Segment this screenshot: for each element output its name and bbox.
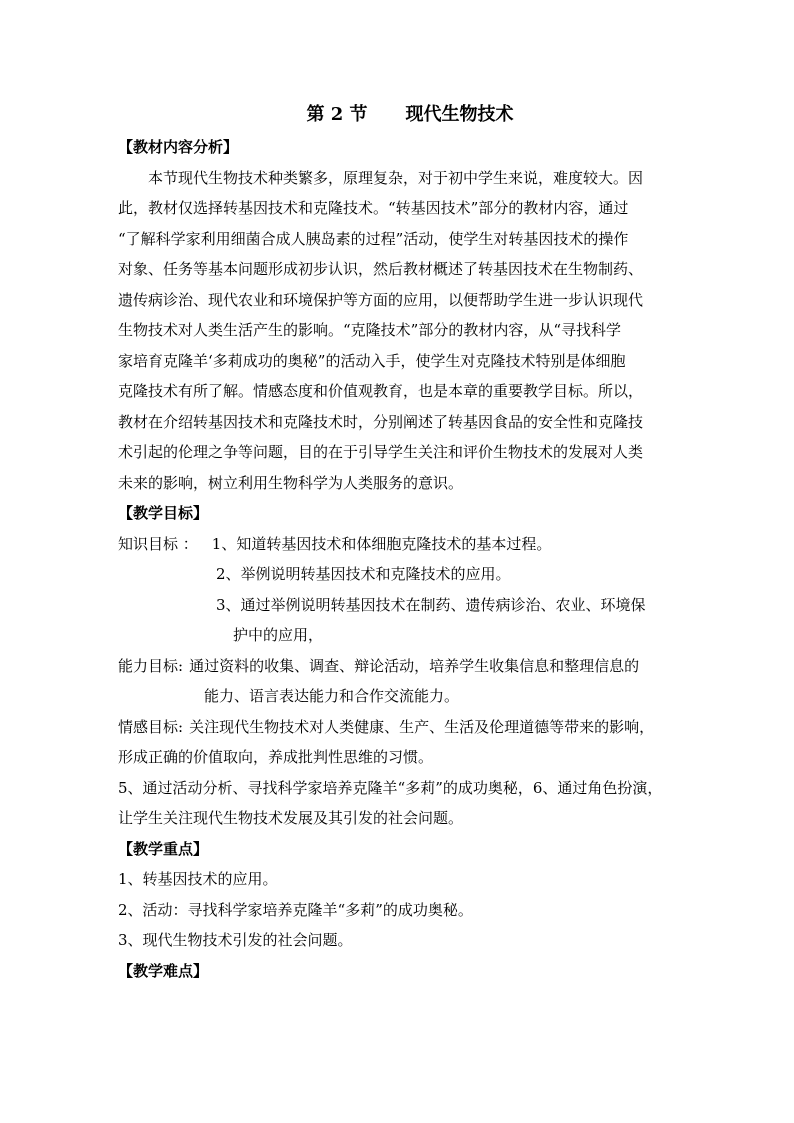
ability-text-cont: 能力、语言表达能力和合作交流能力。 bbox=[204, 687, 460, 705]
ability-label: 能力目标: bbox=[118, 656, 184, 675]
analysis-heading: 【教材内容分析】 bbox=[118, 138, 239, 156]
analysis-line: 克隆技术有所了解。情感态度和价值观教育，也是本章的重要教学目标。所以， bbox=[118, 382, 644, 400]
document-page bbox=[118, 100, 678, 986]
knowledge-item-3-cont: 护中的应用， bbox=[233, 626, 324, 644]
objective-item-5-cont: 让学生关注现代生物技术发展及其引发的社会问题。 bbox=[118, 809, 464, 827]
emotion-text-cont: 形成正确的价值取向，养成批判性思维的习惯。 bbox=[118, 748, 434, 766]
analysis-line: 此，教材仅选择转基因技术和克隆技术。“转基因技术”部分的教材内容，通过 bbox=[118, 199, 629, 217]
ability-text: 通过资料的收集、调查、辩论活动，培养学生收集信息和整理信息的 bbox=[189, 656, 640, 675]
ability-objective bbox=[118, 651, 678, 682]
analysis-line: 遗传病诊治、现代农业和环境保护等方面的应用，以便帮助学生进一步认识现代 bbox=[118, 290, 644, 309]
analysis-line: 对象、任务等基本问题形成初步认识，然后教材概述了转基因技术在生物制药、 bbox=[118, 260, 644, 278]
emotion-objective bbox=[118, 712, 678, 743]
analysis-paragraph bbox=[118, 163, 678, 499]
knowledge-item-2: 2、举例说明转基因技术和克隆技术的应用。 bbox=[216, 565, 511, 583]
difficulties-heading: 【教学难点】 bbox=[118, 961, 209, 980]
analysis-line: 术引起的伦理之争等问题，目的在于引导学生关注和评价生物技术的发展对人类 bbox=[118, 443, 644, 461]
key-point-item: 2、活动：寻找科学家培养克隆羊“多莉”的成功奥秘。 bbox=[118, 900, 473, 919]
page-title bbox=[118, 100, 678, 130]
analysis-line: 生物技术对人类生活产生的影响。“克隆技术”部分的教材内容，从“寻找科学 bbox=[118, 321, 622, 339]
emotion-label: 情感目标: bbox=[118, 717, 184, 736]
knowledge-item-3: 3、通过举例说明转基因技术在制药、遗传病诊治、农业、环境保 bbox=[216, 595, 646, 614]
knowledge-item-1: 1、知道转基因技术和体细胞克隆技术的基本过程。 bbox=[211, 534, 552, 553]
knowledge-objective-1 bbox=[118, 529, 678, 560]
objectives-heading: 【教学目标】 bbox=[118, 504, 209, 522]
emotion-text: 关注现代生物技术对人类健康、生产、生活及伦理道德等带来的影响， bbox=[189, 717, 655, 736]
section-number: 第 2 节 bbox=[306, 104, 368, 125]
key-point-item: 1、转基因技术的应用。 bbox=[118, 870, 278, 888]
knowledge-label: 知识目标 ： bbox=[118, 534, 198, 553]
analysis-line: 未来的影响，树立利用生物科学为人类服务的意识。 bbox=[118, 473, 464, 492]
section-name: 现代生物技术 bbox=[405, 104, 514, 125]
key-point-item: 3、现代生物技术引发的社会问题。 bbox=[118, 931, 353, 949]
analysis-line: 本节现代生物技术种类繁多，原理复杂，对于初中学生来说，难度较大。因 bbox=[148, 168, 644, 187]
key-points-heading: 【教学重点】 bbox=[118, 839, 209, 858]
analysis-line: “了解科学家利用细菌合成人胰岛素的过程”活动，使学生对转基因技术的操作 bbox=[118, 229, 629, 248]
analysis-line: 家培育克隆羊‘多莉成功的奥秘”的活动入手，使学生对克隆技术特别是体细胞 bbox=[118, 351, 626, 370]
analysis-line: 教材在介绍转基因技术和克隆技术时，分别阐述了转基因食品的安全性和克隆技 bbox=[118, 412, 644, 431]
objective-item-5: 5、通过活动分析、寻找科学家培养克隆羊“多莉”的成功奥秘，6、通过角色扮演， bbox=[118, 778, 663, 797]
